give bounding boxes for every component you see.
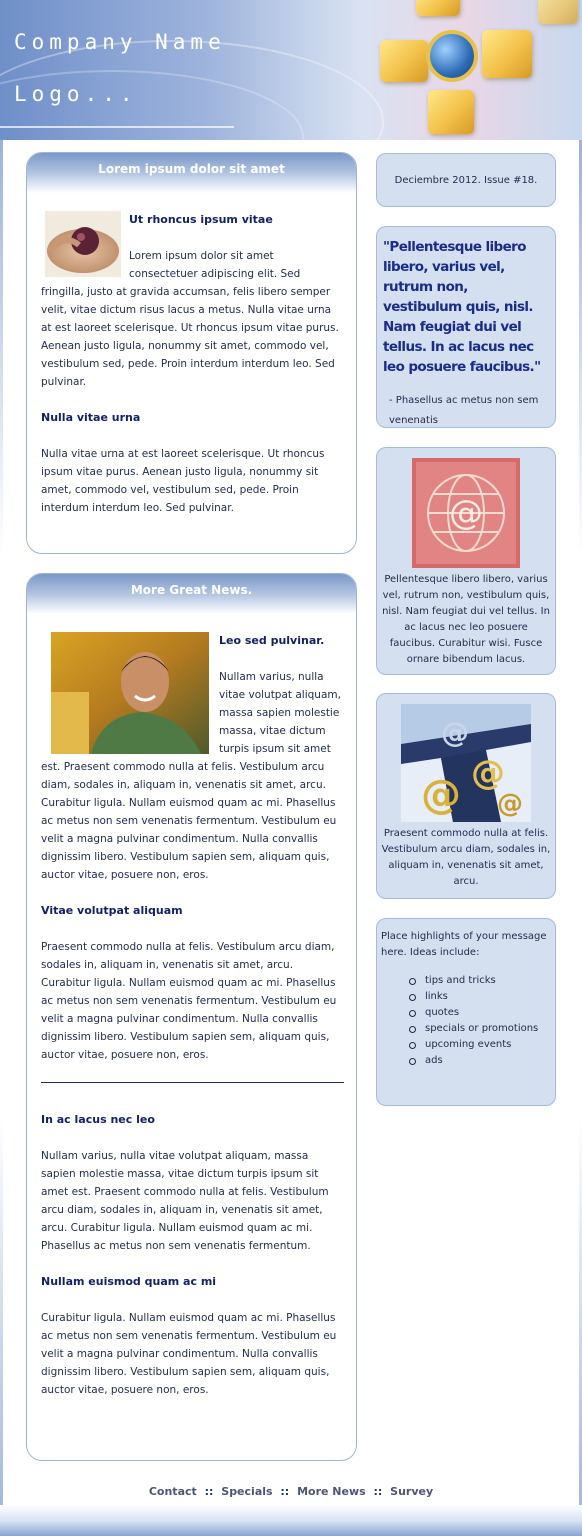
- list-item: upcoming events: [409, 1037, 551, 1053]
- highlights-list: [409, 973, 551, 1069]
- highlights-box: [376, 918, 556, 1106]
- article-heading: Nulla vitae urna: [41, 411, 141, 424]
- article-paragraph: Nullam varius, nulla vitae volutpat aliquam, massa sapien molestie massa, vitae dictum turpis ipsum sit amet est. Praesent commodo nulla at felis. Vestibulum arcu diam, sodales in, aliquam in, venenatis sit amet, arcu. Curabitur ligula. Nullam euismod quam ac mi. Phasellus ac metus non sem venenatis fermentum. Vestibulum eu velit a magna pulvinar condimentum. Nulla convallis dignissim libero. Vestibulum sapien sem, aliquam quis, auctor vitae, posuere non, eros.: [41, 671, 341, 881]
- image-box-1: [376, 447, 556, 675]
- header-underline: [0, 126, 234, 128]
- svg-text:@: @: [441, 716, 469, 749]
- list-item: ads: [409, 1053, 551, 1069]
- logo-text: Logo...: [14, 82, 138, 106]
- quote-box: [376, 226, 556, 428]
- footer-link-survey[interactable]: Survey: [390, 1485, 434, 1498]
- globe-at-sign-icon: [412, 458, 520, 568]
- svg-text:@: @: [421, 772, 461, 818]
- hands-holding-apple-image: [45, 211, 121, 277]
- article-heading: Nullam euismod quam ac mi: [41, 1275, 217, 1288]
- article-panel-1: [26, 152, 357, 554]
- list-item: tips and tricks: [409, 973, 551, 989]
- image-box-2: [376, 693, 556, 899]
- footer-separator: ::: [280, 1485, 290, 1498]
- article-heading: Ut rhoncus ipsum vitae: [129, 213, 273, 226]
- list-item: links: [409, 989, 551, 1005]
- panel-title: Lorem ipsum dolor sit amet: [27, 153, 356, 193]
- list-item: quotes: [409, 1005, 551, 1021]
- pull-quote: "Pellentesque libero libero, varius vel, rutrum non, vestibulum quis, nisl. Nam feugiat dui vel tellus. In ac lacus nec leo posuere faucibus.": [383, 239, 541, 375]
- article-heading: Leo sed pulvinar.: [219, 634, 325, 647]
- company-name: Company Name: [14, 30, 226, 54]
- issue-date: Deciembre 2012. Issue #18.: [394, 175, 538, 186]
- left-border: [0, 140, 3, 1536]
- header-cubes-globe-image: [360, 0, 582, 140]
- image-caption: Pellentesque libero libero, varius vel, rutrum non, vestibulum quis, nisl. Nam feugiat dui vel tellus. In ac lacus nec leo posuere faucibus. Curabitur wisi. Fusce ornare bibendum lacus.: [382, 574, 550, 665]
- footer-bar: [0, 1505, 582, 1536]
- panel-title: More Great News.: [27, 574, 356, 614]
- footer-link-contact[interactable]: Contact: [148, 1485, 197, 1498]
- article-paragraph: Nulla vitae urna at est laoreet scelerisque. Ut rhoncus ipsum vitae purus. Aenean justo ligula, nonummy sit amet, commodo vel, vestibulum sed, pede. Proin interdum interdum leo. Sed pulvinar.: [41, 448, 325, 514]
- footer-link-specials[interactable]: Specials: [221, 1485, 273, 1498]
- list-item: specials or promotions: [409, 1021, 551, 1037]
- divider: [41, 1082, 344, 1083]
- globe-icon: [426, 30, 478, 82]
- image-caption: Praesent commodo nulla at felis. Vestibulum arcu diam, sodales in, aliquam in, venenatis sit amet, arcu.: [381, 828, 551, 887]
- quote-attribution: - Phasellus ac metus non sem venenatis: [389, 395, 539, 426]
- article-paragraph: Curabitur ligula. Nullam euismod quam ac mi. Phasellus ac metus non sem venenatis fermentum. Vestibulum eu velit a magna pulvinar condimentum. Nulla convallis dignissim libero. Vestibulum sapien sem, aliquam quis, auctor vitae, posuere non, eros.: [41, 1312, 337, 1396]
- footer-separator: ::: [204, 1485, 214, 1498]
- smiling-man-photo: [51, 632, 209, 754]
- issue-box: [376, 153, 556, 207]
- highlights-intro: Place highlights of your message here. Ideas include:: [381, 931, 547, 958]
- article-panel-2: [26, 573, 357, 1461]
- article-heading: In ac lacus nec leo: [41, 1113, 155, 1126]
- footer-link-more-news[interactable]: More News: [297, 1485, 366, 1498]
- article-heading: Vitae volutpat aliquam: [41, 904, 183, 917]
- article-paragraph: Nullam varius, nulla vitae volutpat aliquam, massa sapien molestie massa, vitae dictum turpis ipsum sit amet est. Praesent commodo nulla at felis. Vestibulum arcu diam, sodales in, aliquam in, venenatis sit amet, arcu. Curabitur ligula. Nullam euismod quam ac mi. Phasellus ac metus non sem venenatis fermentum.: [41, 1150, 329, 1252]
- article-paragraph: Praesent commodo nulla at felis. Vestibulum arcu diam, sodales in, aliquam in, venenatis sit amet, arcu. Curabitur ligula. Nullam euismod quam ac mi. Phasellus ac metus non sem venenatis fermentum. Vestibulum eu velit a magna pulvinar condimentum. Nulla convallis dignissim libero. Vestibulum sapien sem, aliquam quis, auctor vitae, posuere non, eros.: [41, 941, 337, 1061]
- svg-text:@: @: [471, 753, 505, 793]
- footer-nav: [0, 1485, 582, 1498]
- footer-separator: ::: [373, 1485, 383, 1498]
- svg-text:@: @: [449, 493, 483, 533]
- svg-text:@: @: [497, 789, 523, 819]
- article-paragraph: Lorem ipsum dolor sit amet consectetuer adipiscing elit. Sed fringilla, justo at gravida accumsan, felis libero semper velit, vitae dictum risus lacus a metus. Nulla vitae urna at est laoreet scelerisque. Ut rhoncus ipsum vitae purus. Aenean justo ligula, nonummy sit amet, commodo vel, vestibulum sed, pede. Proin interdum interdum leo. Sed pulvinar.: [41, 250, 339, 388]
- header-banner: [0, 0, 582, 140]
- chessboard-at-signs-image: [401, 704, 531, 822]
